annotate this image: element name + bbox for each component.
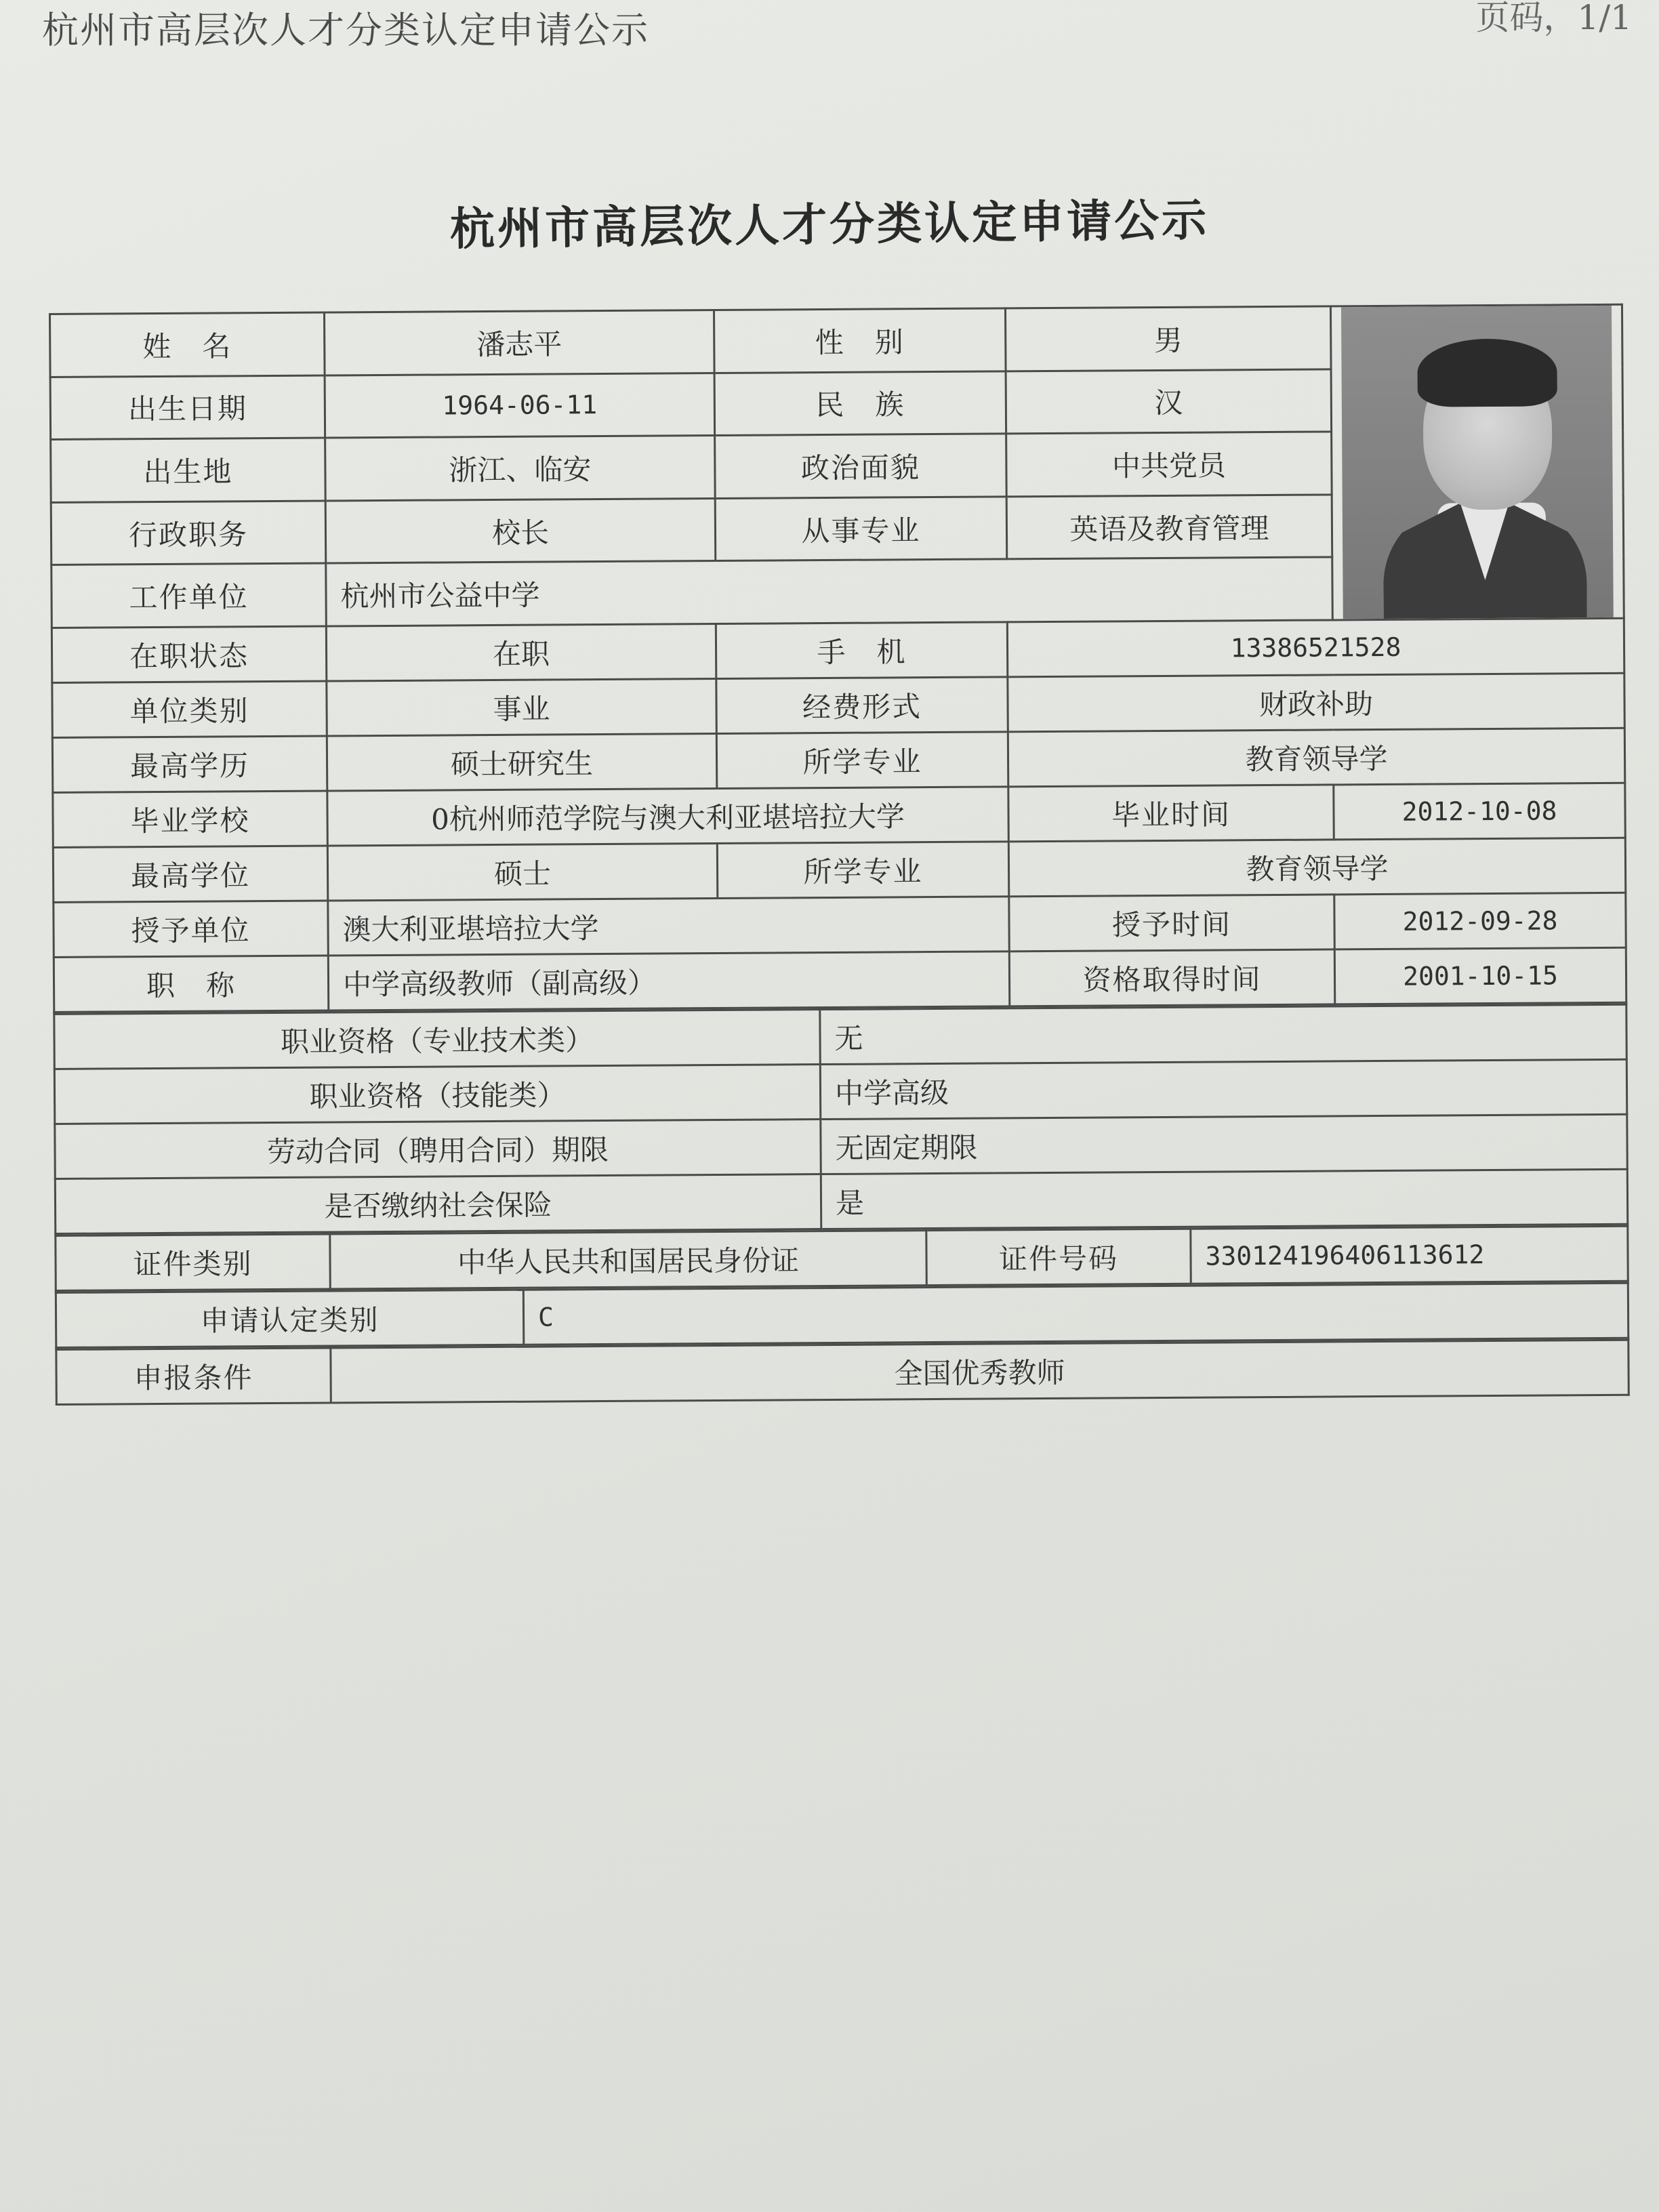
applicant-photo (1341, 306, 1614, 619)
unit-type-label: 单位类别 (52, 681, 327, 737)
grad-time-label: 毕业时间 (1008, 785, 1334, 842)
category-table (55, 1282, 1629, 1349)
position-label: 行政职务 (51, 501, 326, 565)
degree-label: 最高学位 (53, 846, 327, 902)
political-label: 政治面貌 (715, 434, 1007, 498)
degree-major-label: 所学专业 (717, 842, 1008, 899)
education-value: 硕士研究生 (327, 733, 716, 791)
row-condition (56, 1340, 1629, 1404)
contract-value: 无固定期限 (821, 1114, 1627, 1174)
row-skill-qual (54, 1059, 1626, 1124)
unit-type-value: 事业 (327, 678, 716, 736)
funding-value: 财政补助 (1008, 673, 1624, 732)
status-value: 在职 (326, 623, 716, 681)
form-table (49, 304, 1627, 1013)
page-header-title: 杭州市高层次人才分类认定申请公示 (42, 9, 649, 52)
row-degree (53, 838, 1625, 902)
condition-table (55, 1339, 1629, 1406)
qualification-table (53, 1004, 1629, 1235)
category-value: C (523, 1283, 1628, 1345)
category-label: 申请认定类别 (56, 1290, 523, 1347)
document-title: 杭州市高层次人才分类认定申请公示 (449, 193, 1210, 255)
row-insurance (55, 1169, 1627, 1233)
name-value: 潘志平 (325, 310, 715, 375)
photo-cell (1330, 304, 1624, 620)
prof-qual-value: 无 (820, 1004, 1626, 1064)
skill-qual-value: 中学高级 (820, 1059, 1626, 1119)
row-category (56, 1283, 1628, 1347)
school-label: 毕业学校 (53, 791, 327, 847)
row-contract (55, 1114, 1627, 1179)
grantor-value: 澳大利亚堪培拉大学 (328, 897, 1009, 956)
id-table (54, 1225, 1629, 1292)
birth-value: 1964-06-11 (325, 373, 715, 438)
id-type-label: 证件类别 (56, 1234, 330, 1290)
insurance-value: 是 (821, 1169, 1627, 1229)
profession-label: 从事专业 (715, 497, 1007, 561)
application-form (49, 304, 1628, 1473)
degree-value: 硕士 (327, 843, 717, 901)
funding-label: 经费形式 (716, 677, 1008, 734)
profession-value: 英语及教育管理 (1006, 495, 1332, 560)
row-status (52, 618, 1624, 682)
employer-label: 工作单位 (52, 563, 327, 628)
title-label: 职 称 (54, 956, 328, 1012)
phone-label: 手 机 (716, 622, 1007, 679)
education-label: 最高学历 (52, 736, 327, 792)
ethnic-value: 汉 (1006, 369, 1332, 434)
degree-major-value: 教育领导学 (1008, 838, 1625, 897)
row-prof-qual (54, 1004, 1626, 1069)
education-major-label: 所学专业 (716, 732, 1008, 789)
education-major-value: 教育领导学 (1008, 728, 1624, 787)
birth-label: 出生日期 (50, 375, 325, 440)
id-no-value: 330124196406113612 (1191, 1226, 1628, 1284)
birthplace-value: 浙江、临安 (325, 436, 716, 501)
qual-time-label: 资格取得时间 (1009, 949, 1334, 1006)
gender-value: 男 (1005, 306, 1331, 371)
ethnic-label: 民 族 (714, 371, 1006, 435)
school-value: 0杭州师范学院与澳大利亚堪培拉大学 (327, 787, 1008, 846)
page-number: 页码，1/1 (1475, 0, 1632, 37)
row-education (52, 728, 1624, 792)
row-id (56, 1226, 1628, 1290)
employer-value: 杭州市公益中学 (326, 557, 1333, 626)
contract-label: 劳动合同（聘用合同）期限 (55, 1120, 821, 1179)
row-school (53, 783, 1625, 847)
condition-value: 全国优秀教师 (331, 1340, 1629, 1403)
grant-time-label: 授予时间 (1009, 895, 1334, 951)
row-unit-type (52, 673, 1624, 737)
phone-value: 13386521528 (1007, 618, 1624, 677)
condition-label: 申报条件 (56, 1348, 331, 1404)
position-value: 校长 (325, 498, 716, 563)
skill-qual-label: 职业资格（技能类） (54, 1065, 820, 1124)
grad-time-value: 2012-10-08 (1334, 783, 1625, 840)
gender-label: 性 别 (714, 308, 1006, 373)
name-label: 姓 名 (50, 312, 325, 377)
row-grantor (54, 893, 1626, 957)
insurance-label: 是否缴纳社会保险 (55, 1174, 821, 1234)
qual-time-value: 2001-10-15 (1334, 947, 1626, 1004)
title-value: 中学高级教师（副高级） (328, 951, 1009, 1010)
status-label: 在职状态 (52, 626, 326, 682)
row-name (50, 304, 1623, 377)
grant-time-value: 2012-09-28 (1334, 893, 1626, 949)
row-title (54, 947, 1626, 1012)
birthplace-label: 出生地 (51, 438, 326, 502)
id-no-label: 证件号码 (926, 1229, 1191, 1285)
grantor-label: 授予单位 (54, 901, 328, 957)
political-value: 中共党员 (1006, 432, 1332, 497)
prof-qual-label: 职业资格（专业技术类） (54, 1010, 820, 1069)
id-type-value: 中华人民共和国居民身份证 (330, 1231, 926, 1289)
